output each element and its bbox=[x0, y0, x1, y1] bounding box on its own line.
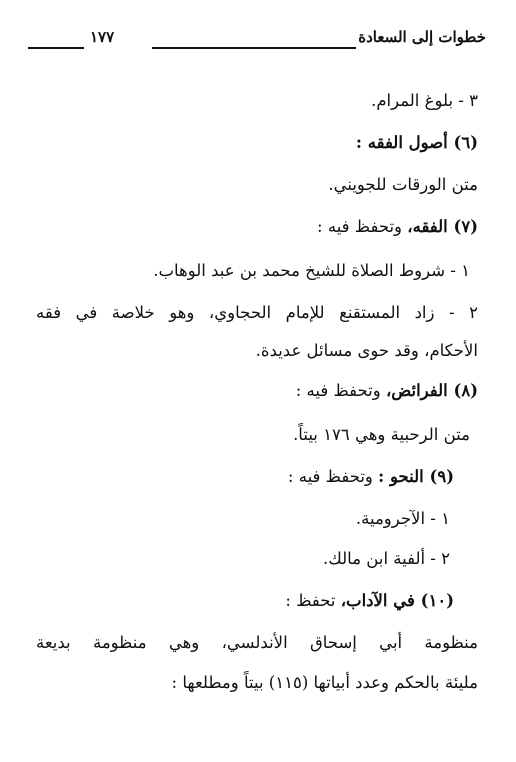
section-heading: (٧) الفقه، وتحفظ فيه : bbox=[317, 217, 478, 236]
text-line: ٢ - زاد المستقنع للإمام الحجاوي، وهو خلاصة في فقه bbox=[36, 303, 478, 322]
section-heading: (٩) النحو : وتحفظ فيه : bbox=[287, 467, 454, 486]
text-line: متن الورقات للجويني. bbox=[328, 175, 478, 194]
text-line: ١ - شروط الصلاة للشيخ محمد بن عبد الوهاب. bbox=[153, 261, 470, 280]
text-line: الأحكام، وقد حوى مسائل عديدة. bbox=[255, 341, 478, 360]
page-header bbox=[28, 28, 486, 54]
section-heading: (٨) الفرائض، وتحفظ فيه : bbox=[295, 381, 478, 400]
page-number: ١٧٧ bbox=[90, 28, 115, 46]
header-rule-right bbox=[152, 47, 356, 49]
text-line: مليئة بالحكم وعدد أبياتها (١١٥) بيتاً ومطلعها : bbox=[171, 673, 478, 692]
text-line: ٣ - بلوغ المرام. bbox=[371, 91, 478, 110]
section-heading: (١٠) في الآداب، تحفظ : bbox=[285, 591, 454, 610]
text-line: ١ - الآجرومية. bbox=[355, 509, 450, 528]
text-line: ٢ - ألفية ابن مالك. bbox=[323, 549, 450, 568]
text-line: متن الرحبية وهي ١٧٦ بيتاً. bbox=[293, 425, 470, 444]
running-title: خطوات إلى السعادة bbox=[358, 28, 486, 46]
text-line: منظومة أبي إسحاق الأندلسي، وهي منظومة بديعة bbox=[36, 633, 478, 652]
section-heading: (٦) أصول الفقه : bbox=[355, 133, 478, 152]
header-rule-left bbox=[28, 47, 84, 49]
